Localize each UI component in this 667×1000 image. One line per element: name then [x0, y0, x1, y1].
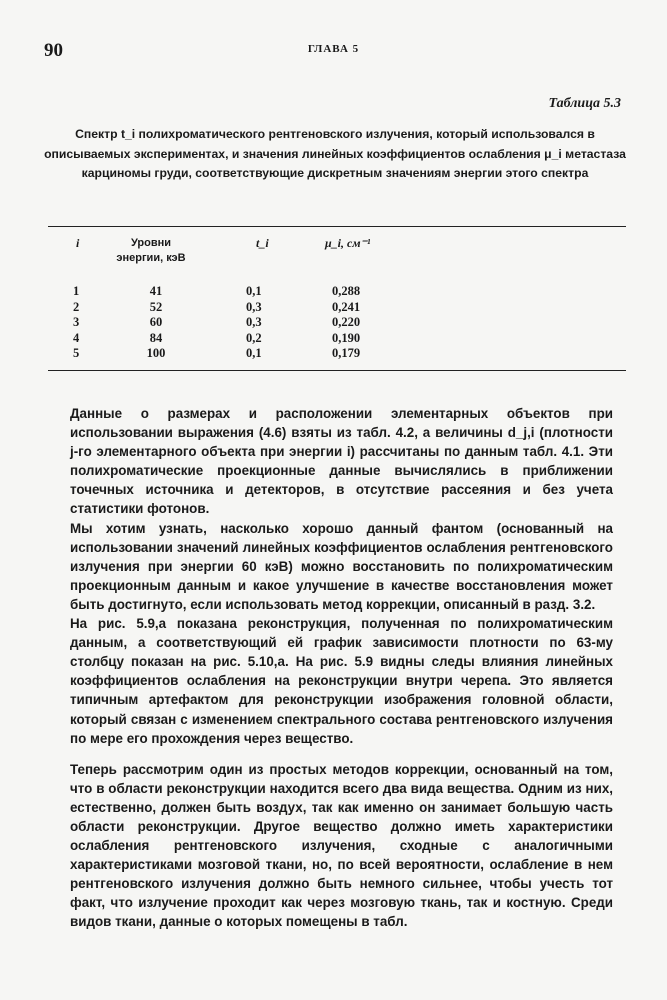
cell-energy: 60	[149, 315, 163, 330]
cell-index: 2	[73, 299, 80, 314]
cell-index: 1	[73, 284, 80, 298]
table-label: Таблица 5.3	[548, 96, 621, 111]
header-index: i	[76, 236, 80, 250]
cell-mu: 0,220	[332, 315, 361, 330]
cell-spectrum: 0,3	[246, 315, 262, 330]
cell-mu: 0,288	[332, 284, 361, 298]
cell-index: 4	[73, 330, 80, 345]
cell-spectrum: 0,2	[246, 330, 262, 345]
paragraph-reconstruction: На рис. 5.9,а показана реконструкция, полученная по полихроматическим данным, а соответствующий ей график зависимости плотности по 63-му столбцу показан на рис. 5.10,а. На рис. 5.9 видны следы влияния линейных коэффициентов ослабления на реконструкции внутри черепа. Это является типичным артефактом для реконструкции изображения головной области, который связан с изменением спектрального состава рентгеновского излучения по мере его прохождения через вещество.	[70, 616, 613, 746]
running-head: ГЛАВА 5	[307, 43, 360, 55]
cell-spectrum: 0,1	[246, 284, 262, 298]
cell-mu: 0,241	[332, 299, 361, 314]
table-body	[48, 284, 626, 362]
paragraph-goal: Мы хотим узнать, насколько хорошо данный фантом (основанный на использовании значений линейных коэффициентов ослабления рентгеновского излучения при энергии 60 кэВ) можно восстановить по полихроматическим проекционным данным и какое улучшение в качестве восстановления может быть достигнуто, если использовать метод коррекции, описанный в разд. 3.2.	[70, 520, 613, 612]
header-spectrum: t_i	[256, 236, 269, 250]
header-mu: μ_i, см⁻¹	[325, 236, 371, 250]
table-row	[48, 300, 626, 316]
table-row	[48, 331, 626, 347]
body-text	[70, 404, 613, 932]
paragraph-phantom-data: Данные о размерах и расположении элементарных объектов при использовании выражения (4.6) взяты из табл. 4.2, а величины d_j,i (плотности j-го элементарного объекта при энергии i) рассчитаны по данным табл. 4.1. Эти полихроматические проекционные данные вычислялись в приближении точечных источника и детекторов, в отсутствие рассеяния и без учета статистики фотонов.	[70, 406, 613, 517]
cell-index: 5	[73, 346, 80, 361]
cell-energy: 100	[146, 346, 166, 361]
cell-mu: 0,190	[332, 330, 361, 345]
table-top-rule	[48, 226, 626, 227]
header-energy: Уровни энергии, кэВ	[116, 237, 186, 264]
table-row	[48, 315, 626, 331]
cell-mu: 0,179	[332, 346, 361, 361]
table-row	[48, 346, 626, 362]
cell-spectrum: 0,1	[246, 346, 262, 361]
table-row	[48, 284, 626, 300]
cell-index: 3	[73, 315, 80, 330]
page-number: 90	[44, 40, 63, 61]
spectrum-table	[48, 232, 626, 361]
cell-energy: 41	[149, 284, 163, 298]
paragraph-correction-method: Теперь рассмотрим один из простых методов коррекции, основанный на том, что в области реконструкции находится всего два вида вещества. Одним из них, естественно, должен быть воздух, так как именно он занимает большую часть области реконструкции. Другое вещество должно иметь характеристики ослабления рентгеновского излучения, сходные с аналогичными характеристиками мозговой ткани, но, по всей вероятности, ослабление в нем рентгеновского излучения должно быть немного сильнее, чтобы учесть тот факт, что излучение проходит как через мозговую ткань, так и костную. Среди видов ткани, данные о которых помещены в табл.	[70, 761, 613, 930]
table-caption: Спектр t_i полихроматического рентгеновского излучения, который использовался в описываемых экспериментах, и значения линейных коэффициентов ослабления μ_i метастаза карциномы груди, соответствующие дискретным значениям энергии этого спектра	[44, 127, 626, 180]
cell-spectrum: 0,3	[246, 299, 262, 314]
table-header	[48, 232, 626, 280]
table-bottom-rule	[48, 370, 626, 371]
cell-energy: 52	[149, 299, 163, 314]
cell-energy: 84	[149, 330, 163, 345]
